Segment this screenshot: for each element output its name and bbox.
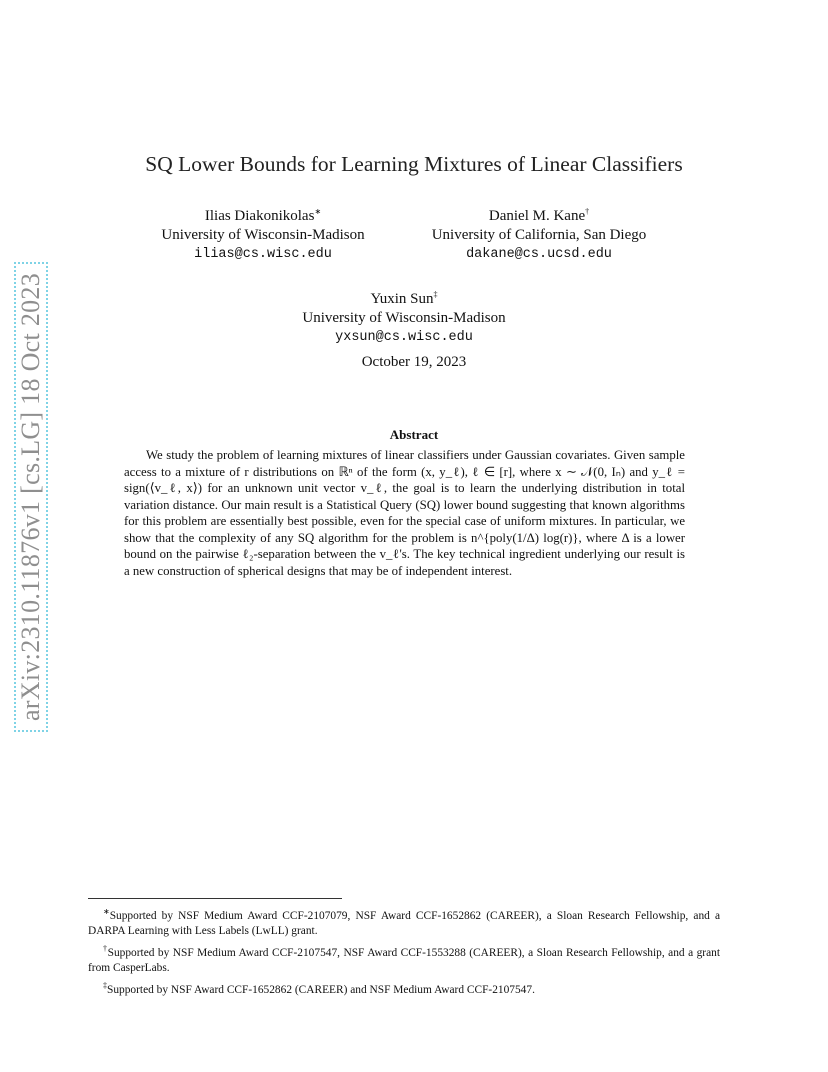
author-name: Daniel M. Kane bbox=[488, 208, 586, 224]
arxiv-side-stamp bbox=[14, 262, 48, 732]
arxiv-identifier: arXiv:2310.11876v1 [cs.LG] 18 Oct 2023 bbox=[16, 272, 45, 722]
footnote-text: Supported by NSF Award CCF-1652862 (CAREER) and NSF Medium Award CCF-2107547. bbox=[107, 983, 535, 996]
footnote-2 bbox=[88, 941, 720, 976]
footnotes bbox=[88, 904, 720, 999]
author-email: dakane@cs.ucsd.edu bbox=[466, 247, 612, 262]
footnote-1 bbox=[88, 904, 720, 939]
footnote-mark: ∗ bbox=[103, 907, 110, 916]
author-mark: † bbox=[585, 207, 590, 216]
abstract-text: We study the problem of learning mixtures of linear classifiers under Gaussian covariates. Given sample access to a mixture of r distributions on ℝⁿ of the form (x, y_ℓ), ℓ ∈ [r], where x ∼ 𝒩(0, Iₙ) and y_ℓ = sign(⟨v_ℓ, x⟩) for an unknown unit vector v_ℓ, the goal is to learn the underlying distribution in total variation distance. Our main result is a Statistical Query (SQ) lower bound suggesting that known algorithms for this problem are essentially best possible, even for the special case of uniform mixtures. In particular, we show that the complexity of any SQ algorithm for the problem is n^{poly(1/Δ) log(r)}, where Δ is a lower bound on the pairwise ℓ₂-separation between the v_ℓ's. The key technical ingredient underlying our result is a new construction of spherical designs that may be of independent interest. bbox=[124, 448, 685, 578]
author-email: ilias@cs.wisc.edu bbox=[194, 247, 332, 262]
footnote-3 bbox=[88, 978, 720, 998]
author-affiliation: University of Wisconsin-Madison bbox=[302, 310, 506, 326]
abstract-heading: Abstract bbox=[389, 427, 439, 442]
footnote-mark: ‡ bbox=[103, 980, 107, 990]
author-block-1 bbox=[148, 202, 378, 264]
footnote-text: Supported by NSF Medium Award CCF-2107079, NSF Award CCF-1652862 (CAREER), a Sloan Research Fellowship, and a DARPA Learning with Less Labels (LwLL) grant. bbox=[88, 909, 720, 937]
author-mark: ‡ bbox=[433, 290, 438, 299]
author-email: yxsun@cs.wisc.edu bbox=[335, 330, 473, 345]
author-block-2 bbox=[414, 202, 664, 264]
paper-date: October 19, 2023 bbox=[361, 354, 467, 370]
author-affiliation: University of Wisconsin-Madison bbox=[161, 227, 365, 243]
paper-title: SQ Lower Bounds for Learning Mixtures of Linear Classifiers bbox=[145, 152, 683, 176]
author-mark: ∗ bbox=[314, 207, 322, 216]
footnote-mark: † bbox=[103, 943, 108, 953]
footnote-rule bbox=[88, 898, 342, 899]
author-block-3 bbox=[284, 285, 524, 347]
author-name: Ilias Diakonikolas bbox=[204, 208, 315, 224]
author-affiliation: University of California, San Diego bbox=[431, 227, 647, 243]
footnote-text: Supported by NSF Medium Award CCF-2107547, NSF Award CCF-1553288 (CAREER), a Sloan Research Fellowship, and a grant from CasperLabs. bbox=[88, 946, 720, 974]
author-name: Yuxin Sun bbox=[370, 291, 434, 307]
